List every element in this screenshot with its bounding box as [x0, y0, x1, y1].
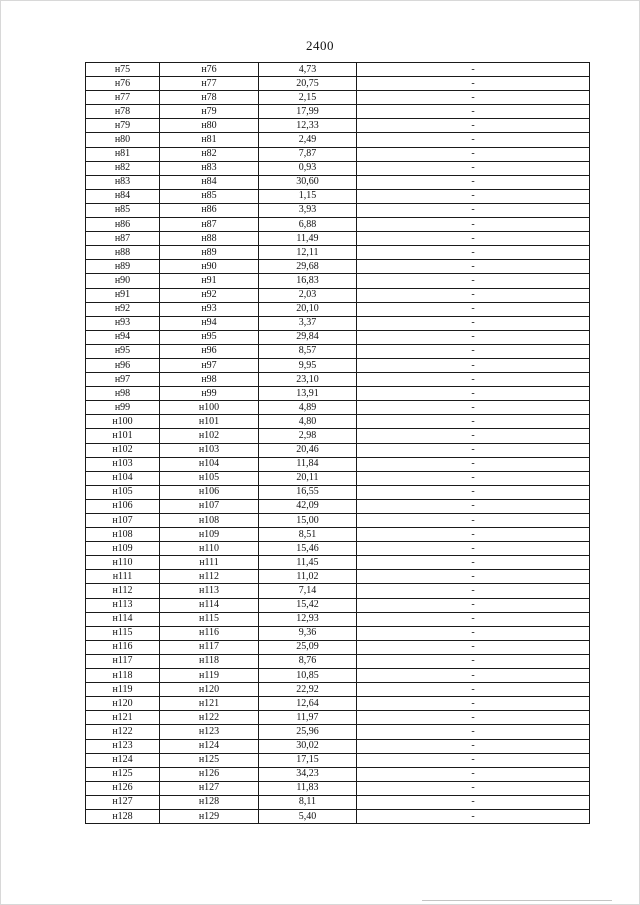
note-cell: -: [357, 344, 590, 358]
to-point-cell: н78: [160, 91, 259, 105]
to-point-cell: н108: [160, 514, 259, 528]
table-row: [86, 753, 590, 767]
from-point-cell: н103: [86, 457, 160, 471]
table-row: [86, 246, 590, 260]
scan-edge-line: [422, 900, 612, 901]
from-point-cell: н108: [86, 528, 160, 542]
length-cell: 16,83: [259, 274, 357, 288]
to-point-cell: н82: [160, 147, 259, 161]
note-cell: -: [357, 654, 590, 668]
length-cell: 2,49: [259, 133, 357, 147]
from-point-cell: н105: [86, 485, 160, 499]
table-row: [86, 528, 590, 542]
length-cell: 11,49: [259, 232, 357, 246]
from-point-cell: н76: [86, 77, 160, 91]
note-cell: -: [357, 626, 590, 640]
length-cell: 10,85: [259, 669, 357, 683]
length-cell: 11,97: [259, 711, 357, 725]
from-point-cell: н99: [86, 401, 160, 415]
page-number: 2400: [306, 38, 334, 53]
to-point-cell: н90: [160, 260, 259, 274]
length-cell: 12,93: [259, 612, 357, 626]
from-point-cell: н119: [86, 683, 160, 697]
to-point-cell: н101: [160, 415, 259, 429]
table-row: [86, 570, 590, 584]
length-cell: 12,64: [259, 697, 357, 711]
boundary-segments-table: [85, 62, 590, 824]
to-point-cell: н118: [160, 654, 259, 668]
table-row: [86, 654, 590, 668]
table-row: [86, 598, 590, 612]
from-point-cell: н125: [86, 767, 160, 781]
to-point-cell: н81: [160, 133, 259, 147]
from-point-cell: н101: [86, 429, 160, 443]
to-point-cell: н94: [160, 316, 259, 330]
table-body: [86, 63, 590, 824]
table-row: [86, 119, 590, 133]
from-point-cell: н107: [86, 514, 160, 528]
to-point-cell: н85: [160, 189, 259, 203]
length-cell: 11,84: [259, 457, 357, 471]
to-point-cell: н83: [160, 161, 259, 175]
from-point-cell: н95: [86, 344, 160, 358]
from-point-cell: н117: [86, 654, 160, 668]
note-cell: -: [357, 77, 590, 91]
note-cell: -: [357, 514, 590, 528]
to-point-cell: н87: [160, 218, 259, 232]
note-cell: -: [357, 274, 590, 288]
note-cell: -: [357, 443, 590, 457]
to-point-cell: н95: [160, 330, 259, 344]
table-row: [86, 401, 590, 415]
to-point-cell: н96: [160, 344, 259, 358]
from-point-cell: н93: [86, 316, 160, 330]
to-point-cell: н100: [160, 401, 259, 415]
table-row: [86, 781, 590, 795]
table-row: [86, 330, 590, 344]
from-point-cell: н85: [86, 203, 160, 217]
table-row: [86, 260, 590, 274]
table-row: [86, 373, 590, 387]
note-cell: -: [357, 203, 590, 217]
note-cell: -: [357, 119, 590, 133]
length-cell: 20,46: [259, 443, 357, 457]
to-point-cell: н129: [160, 809, 259, 823]
to-point-cell: н97: [160, 358, 259, 372]
to-point-cell: н122: [160, 711, 259, 725]
table-row: [86, 640, 590, 654]
table-row: [86, 556, 590, 570]
note-cell: -: [357, 598, 590, 612]
from-point-cell: н120: [86, 697, 160, 711]
note-cell: -: [357, 415, 590, 429]
from-point-cell: н110: [86, 556, 160, 570]
note-cell: -: [357, 499, 590, 513]
to-point-cell: н127: [160, 781, 259, 795]
note-cell: -: [357, 105, 590, 119]
note-cell: -: [357, 570, 590, 584]
table-row: [86, 302, 590, 316]
length-cell: 12,11: [259, 246, 357, 260]
length-cell: 8,76: [259, 654, 357, 668]
length-cell: 11,45: [259, 556, 357, 570]
length-cell: 3,37: [259, 316, 357, 330]
note-cell: -: [357, 316, 590, 330]
table-row: [86, 175, 590, 189]
length-cell: 6,88: [259, 218, 357, 232]
table-row: [86, 288, 590, 302]
length-cell: 23,10: [259, 373, 357, 387]
note-cell: -: [357, 358, 590, 372]
table-row: [86, 471, 590, 485]
from-point-cell: н124: [86, 753, 160, 767]
note-cell: -: [357, 373, 590, 387]
table-row: [86, 683, 590, 697]
note-cell: -: [357, 175, 590, 189]
length-cell: 25,09: [259, 640, 357, 654]
from-point-cell: н111: [86, 570, 160, 584]
table-row: [86, 91, 590, 105]
to-point-cell: н113: [160, 584, 259, 598]
from-point-cell: н126: [86, 781, 160, 795]
table-row: [86, 626, 590, 640]
length-cell: 42,09: [259, 499, 357, 513]
from-point-cell: н118: [86, 669, 160, 683]
length-cell: 0,93: [259, 161, 357, 175]
length-cell: 8,51: [259, 528, 357, 542]
note-cell: -: [357, 809, 590, 823]
to-point-cell: н107: [160, 499, 259, 513]
note-cell: -: [357, 218, 590, 232]
to-point-cell: н80: [160, 119, 259, 133]
table-row: [86, 612, 590, 626]
note-cell: -: [357, 387, 590, 401]
length-cell: 1,15: [259, 189, 357, 203]
table-row: [86, 725, 590, 739]
length-cell: 22,92: [259, 683, 357, 697]
table-row: [86, 499, 590, 513]
from-point-cell: н75: [86, 63, 160, 77]
note-cell: -: [357, 584, 590, 598]
to-point-cell: н99: [160, 387, 259, 401]
from-point-cell: н115: [86, 626, 160, 640]
length-cell: 11,02: [259, 570, 357, 584]
table-row: [86, 443, 590, 457]
to-point-cell: н105: [160, 471, 259, 485]
to-point-cell: н88: [160, 232, 259, 246]
length-cell: 16,55: [259, 485, 357, 499]
to-point-cell: н91: [160, 274, 259, 288]
length-cell: 5,40: [259, 809, 357, 823]
from-point-cell: н127: [86, 795, 160, 809]
from-point-cell: н77: [86, 91, 160, 105]
to-point-cell: н92: [160, 288, 259, 302]
table-row: [86, 584, 590, 598]
length-cell: 8,57: [259, 344, 357, 358]
length-cell: 7,14: [259, 584, 357, 598]
table-row: [86, 274, 590, 288]
to-point-cell: н125: [160, 753, 259, 767]
from-point-cell: н100: [86, 415, 160, 429]
note-cell: -: [357, 711, 590, 725]
length-cell: 4,73: [259, 63, 357, 77]
from-point-cell: н114: [86, 612, 160, 626]
from-point-cell: н98: [86, 387, 160, 401]
length-cell: 9,95: [259, 358, 357, 372]
from-point-cell: н96: [86, 358, 160, 372]
length-cell: 29,68: [259, 260, 357, 274]
table-row: [86, 203, 590, 217]
from-point-cell: н109: [86, 542, 160, 556]
length-cell: 11,83: [259, 781, 357, 795]
note-cell: -: [357, 697, 590, 711]
table-row: [86, 415, 590, 429]
table-row: [86, 514, 590, 528]
length-cell: 2,98: [259, 429, 357, 443]
to-point-cell: н110: [160, 542, 259, 556]
note-cell: -: [357, 556, 590, 570]
from-point-cell: н116: [86, 640, 160, 654]
to-point-cell: н86: [160, 203, 259, 217]
to-point-cell: н79: [160, 105, 259, 119]
to-point-cell: н117: [160, 640, 259, 654]
to-point-cell: н102: [160, 429, 259, 443]
note-cell: -: [357, 739, 590, 753]
table-row: [86, 77, 590, 91]
table-row: [86, 147, 590, 161]
table-row: [86, 344, 590, 358]
from-point-cell: н90: [86, 274, 160, 288]
note-cell: -: [357, 189, 590, 203]
note-cell: -: [357, 246, 590, 260]
note-cell: -: [357, 302, 590, 316]
from-point-cell: н104: [86, 471, 160, 485]
from-point-cell: н102: [86, 443, 160, 457]
table-row: [86, 457, 590, 471]
from-point-cell: н106: [86, 499, 160, 513]
from-point-cell: н94: [86, 330, 160, 344]
length-cell: 20,75: [259, 77, 357, 91]
from-point-cell: н84: [86, 189, 160, 203]
note-cell: -: [357, 401, 590, 415]
from-point-cell: н79: [86, 119, 160, 133]
length-cell: 9,36: [259, 626, 357, 640]
from-point-cell: н88: [86, 246, 160, 260]
to-point-cell: н76: [160, 63, 259, 77]
to-point-cell: н114: [160, 598, 259, 612]
from-point-cell: н97: [86, 373, 160, 387]
note-cell: -: [357, 471, 590, 485]
to-point-cell: н128: [160, 795, 259, 809]
note-cell: -: [357, 457, 590, 471]
to-point-cell: н119: [160, 669, 259, 683]
table-row: [86, 105, 590, 119]
table-row: [86, 358, 590, 372]
length-cell: 7,87: [259, 147, 357, 161]
table-row: [86, 218, 590, 232]
note-cell: -: [357, 161, 590, 175]
table-row: [86, 387, 590, 401]
note-cell: -: [357, 63, 590, 77]
length-cell: 17,15: [259, 753, 357, 767]
from-point-cell: н112: [86, 584, 160, 598]
note-cell: -: [357, 330, 590, 344]
table-row: [86, 232, 590, 246]
from-point-cell: н89: [86, 260, 160, 274]
from-point-cell: н83: [86, 175, 160, 189]
length-cell: 30,02: [259, 739, 357, 753]
to-point-cell: н111: [160, 556, 259, 570]
length-cell: 13,91: [259, 387, 357, 401]
table-row: [86, 767, 590, 781]
to-point-cell: н104: [160, 457, 259, 471]
length-cell: 2,03: [259, 288, 357, 302]
from-point-cell: н113: [86, 598, 160, 612]
length-cell: 20,11: [259, 471, 357, 485]
note-cell: -: [357, 781, 590, 795]
length-cell: 4,80: [259, 415, 357, 429]
to-point-cell: н103: [160, 443, 259, 457]
table-row: [86, 189, 590, 203]
to-point-cell: н77: [160, 77, 259, 91]
to-point-cell: н89: [160, 246, 259, 260]
note-cell: -: [357, 542, 590, 556]
note-cell: -: [357, 753, 590, 767]
note-cell: -: [357, 725, 590, 739]
note-cell: -: [357, 232, 590, 246]
length-cell: 30,60: [259, 175, 357, 189]
to-point-cell: н84: [160, 175, 259, 189]
note-cell: -: [357, 429, 590, 443]
from-point-cell: н123: [86, 739, 160, 753]
length-cell: 3,93: [259, 203, 357, 217]
from-point-cell: н122: [86, 725, 160, 739]
note-cell: -: [357, 612, 590, 626]
note-cell: -: [357, 669, 590, 683]
table-row: [86, 133, 590, 147]
from-point-cell: н92: [86, 302, 160, 316]
from-point-cell: н128: [86, 809, 160, 823]
to-point-cell: н120: [160, 683, 259, 697]
length-cell: 4,89: [259, 401, 357, 415]
from-point-cell: н81: [86, 147, 160, 161]
table-row: [86, 161, 590, 175]
note-cell: -: [357, 640, 590, 654]
table-row: [86, 809, 590, 823]
note-cell: -: [357, 133, 590, 147]
table-row: [86, 697, 590, 711]
note-cell: -: [357, 795, 590, 809]
length-cell: 20,10: [259, 302, 357, 316]
from-point-cell: н86: [86, 218, 160, 232]
note-cell: -: [357, 683, 590, 697]
from-point-cell: н78: [86, 105, 160, 119]
from-point-cell: н82: [86, 161, 160, 175]
to-point-cell: н124: [160, 739, 259, 753]
to-point-cell: н121: [160, 697, 259, 711]
to-point-cell: н116: [160, 626, 259, 640]
table-row: [86, 429, 590, 443]
length-cell: 8,11: [259, 795, 357, 809]
table-row: [86, 63, 590, 77]
table-row: [86, 542, 590, 556]
from-point-cell: н87: [86, 232, 160, 246]
length-cell: 34,23: [259, 767, 357, 781]
table-row: [86, 316, 590, 330]
to-point-cell: н109: [160, 528, 259, 542]
length-cell: 2,15: [259, 91, 357, 105]
table-row: [86, 795, 590, 809]
from-point-cell: н80: [86, 133, 160, 147]
to-point-cell: н112: [160, 570, 259, 584]
length-cell: 15,00: [259, 514, 357, 528]
note-cell: -: [357, 147, 590, 161]
length-cell: 17,99: [259, 105, 357, 119]
note-cell: -: [357, 485, 590, 499]
to-point-cell: н93: [160, 302, 259, 316]
table-row: [86, 739, 590, 753]
note-cell: -: [357, 767, 590, 781]
note-cell: -: [357, 528, 590, 542]
to-point-cell: н115: [160, 612, 259, 626]
note-cell: -: [357, 288, 590, 302]
length-cell: 15,46: [259, 542, 357, 556]
note-cell: -: [357, 260, 590, 274]
note-cell: -: [357, 91, 590, 105]
length-cell: 15,42: [259, 598, 357, 612]
table-row: [86, 711, 590, 725]
table-row: [86, 485, 590, 499]
to-point-cell: н123: [160, 725, 259, 739]
length-cell: 12,33: [259, 119, 357, 133]
from-point-cell: н121: [86, 711, 160, 725]
length-cell: 25,96: [259, 725, 357, 739]
length-cell: 29,84: [259, 330, 357, 344]
to-point-cell: н126: [160, 767, 259, 781]
from-point-cell: н91: [86, 288, 160, 302]
to-point-cell: н106: [160, 485, 259, 499]
to-point-cell: н98: [160, 373, 259, 387]
table-row: [86, 669, 590, 683]
